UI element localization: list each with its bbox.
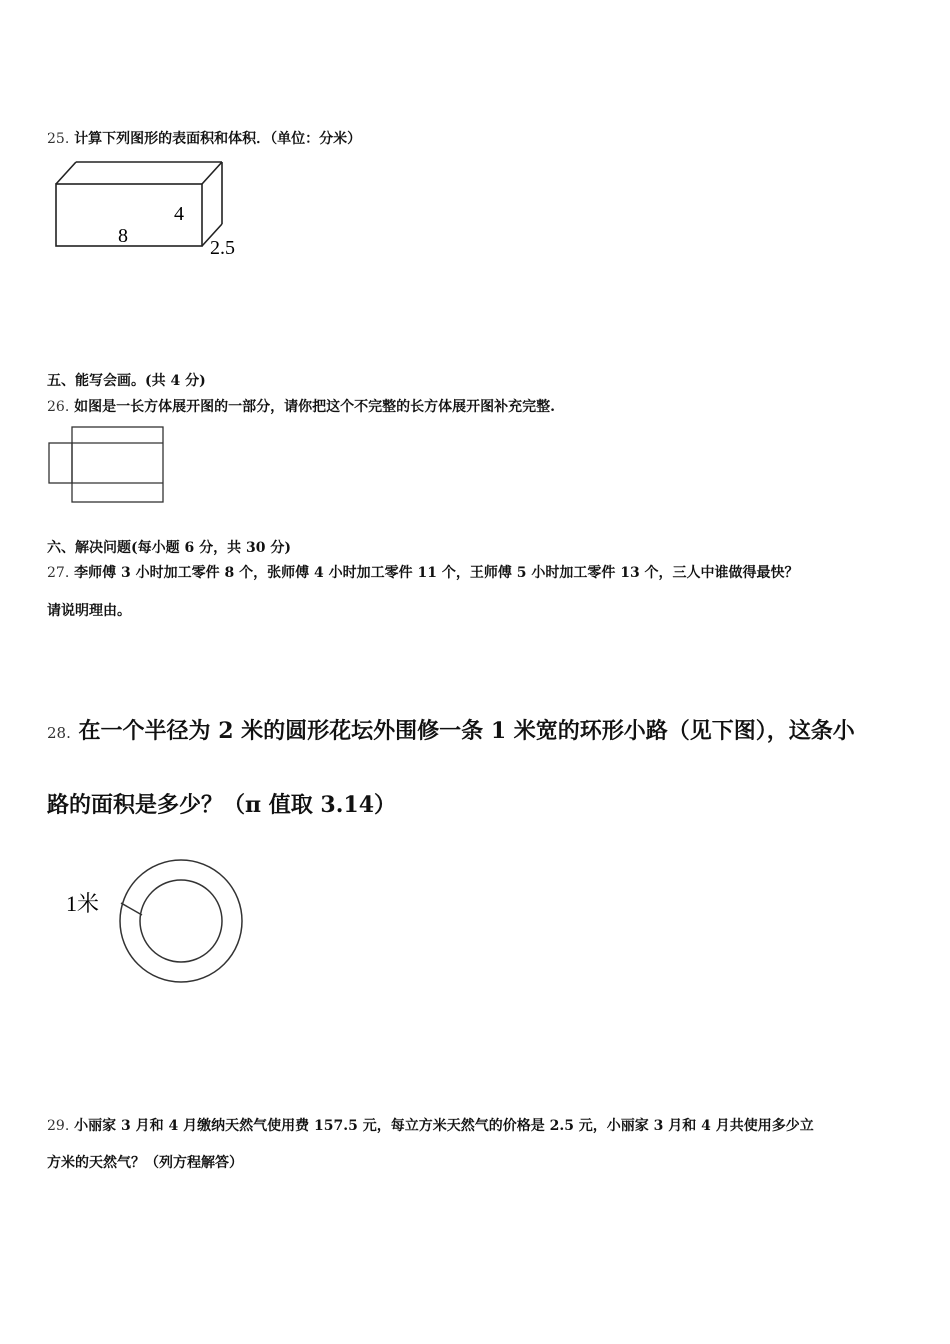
question-27-continued: 请说明理由。: [47, 603, 131, 619]
question-number: 29.: [47, 1118, 70, 1134]
height-label: 4: [174, 203, 184, 225]
question-29: [47, 1115, 814, 1135]
question-29-continued: 方米的天然气？（列方程解答）: [47, 1155, 243, 1171]
question-text: 计算下列图形的表面积和体积．（单位：分米）: [74, 131, 362, 147]
question-26: [47, 396, 555, 416]
question-25: [47, 128, 361, 148]
question-number: 28.: [47, 724, 71, 742]
cuboid-net-figure: [48, 426, 168, 506]
ring-figure: [60, 855, 260, 990]
question-text: 如图是一长方体展开图的一部分，请你把这个不完整的长方体展开图补充完整.: [74, 399, 556, 415]
question-text: 小丽家 3 月和 4 月缴纳天然气使用费 157.5 元，每立方米天然气的价格是 2.5 元，小丽家 3 月和 4 月共使用多少立: [74, 1118, 814, 1134]
question-28-continued: 路的面积是多少？（π 值取 3.14）: [47, 792, 397, 818]
section-heading-6: 六、解决问题(每小题 6 分，共 30 分): [47, 540, 291, 556]
width-label: 2.5: [210, 237, 235, 259]
question-number: 26.: [47, 399, 70, 415]
length-label: 8: [118, 225, 128, 247]
question-number: 27.: [47, 565, 70, 581]
ring-width-label: 1米: [66, 891, 100, 916]
question-28: [47, 714, 855, 745]
question-text: 在一个半径为 2 米的圆形花坛外围修一条 1 米宽的环形小路（见下图），这条小: [78, 718, 855, 744]
question-text: 李师傅 3 小时加工零件 8 个，张师傅 4 小时加工零件 11 个，王师傅 5 小时加工零件 13 个，三人中谁做得最快？: [74, 565, 799, 581]
question-number: 25.: [47, 131, 70, 147]
section-heading-5: 五、能写会画。(共 4 分): [47, 373, 206, 389]
question-27: [47, 562, 799, 582]
cuboid-figure: [50, 158, 250, 258]
